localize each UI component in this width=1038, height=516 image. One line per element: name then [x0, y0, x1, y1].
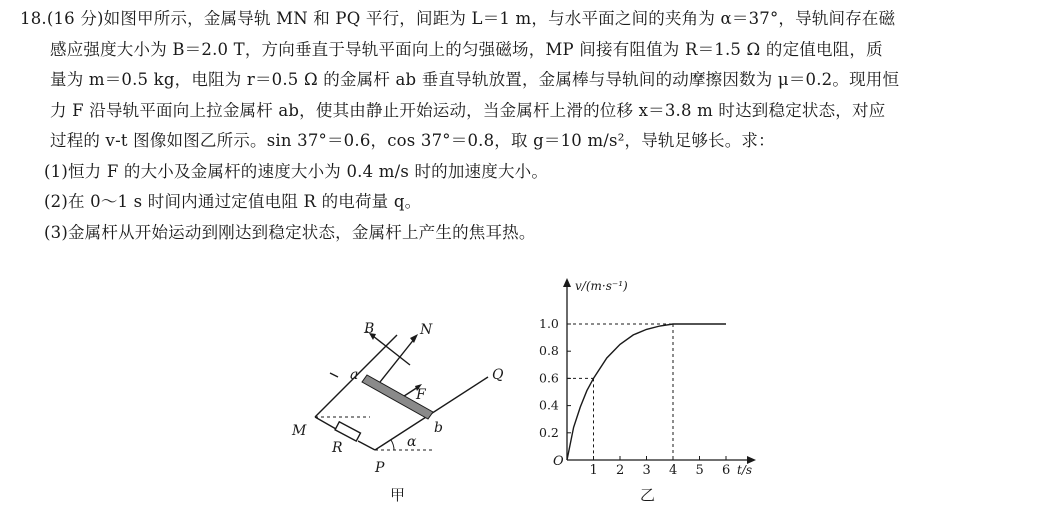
y-tick-label: 0.8 — [539, 343, 559, 359]
label-n: N — [420, 322, 433, 338]
problem-line-3: 量为 m＝0.5 kg，电阻为 r＝0.5 Ω 的金属杆 ab 垂直导轨放置，金属棒与导轨间的动摩擦因数为 μ＝0.2。现用恒 — [50, 70, 900, 89]
label-b: B — [364, 321, 375, 337]
rail-mp-bottom — [358, 441, 375, 450]
y-axis-arrow — [563, 278, 571, 287]
x-tick-label: 5 — [695, 463, 704, 478]
x-tick-label: 2 — [616, 463, 625, 478]
y-ticks — [539, 316, 571, 440]
label-m: M — [292, 423, 307, 439]
y-tick-label: 0.2 — [539, 424, 559, 440]
resistor — [335, 422, 360, 441]
figure-rails-diagram — [270, 300, 510, 512]
label-p: P — [375, 460, 385, 476]
label-q: Q — [492, 367, 504, 383]
label-alpha: α — [407, 434, 417, 450]
x-tick-label: 1 — [589, 463, 598, 478]
x-ticks — [590, 456, 731, 478]
question-1: (1)恒力 F 的大小及金属杆的速度大小为 0.4 m/s 时的加速度大小。 — [44, 161, 549, 181]
x-tick-label: 3 — [642, 463, 651, 478]
y-axis-label: v/(m·s⁻¹) — [575, 279, 628, 293]
label-f: F — [416, 387, 426, 403]
problem-line-5: 过程的 v-t 图像如图乙所示。sin 37°＝0.6，cos 37°＝0.8，取 g＝10 m/s²，导轨足够长。求： — [50, 131, 775, 150]
problem-line-1: 18.(16 分)如图甲所示，金属导轨 MN 和 PQ 平行，间距为 L＝1 m，与水平面之间的夹角为 α＝37°，导轨间存在磁 — [20, 9, 896, 28]
figure-a-caption: 甲 — [390, 486, 406, 504]
n-arrowhead — [410, 334, 418, 343]
rail-mp-top — [315, 417, 336, 429]
y-tick-label: 1.0 — [539, 316, 559, 331]
problem-line-4: 力 F 沿导轨平面向上拉金属杆 ab，使其由静止开始运动，当金属杆上滑的位移 x＝3.8 m 时达到稳定状态，对应 — [50, 100, 886, 120]
figure-b-caption: 乙 — [640, 486, 656, 504]
label-b-end: b — [434, 420, 443, 436]
n-vector — [380, 338, 415, 382]
x-tick-label: 4 — [669, 463, 678, 478]
y-tick-label: 0.6 — [539, 370, 559, 386]
question-3: (3)金属杆从开始运动到刚达到稳定状态，金属杆上产生的焦耳热。 — [44, 222, 536, 242]
origin-label: O — [553, 454, 564, 469]
figure-vt-chart — [532, 272, 782, 512]
vt-curve — [567, 324, 726, 460]
label-r: R — [332, 440, 343, 456]
ab-extension-left — [330, 373, 338, 377]
angle-arc — [391, 440, 394, 450]
problem-text — [20, 4, 1020, 248]
x-tick-label: 6 — [722, 463, 731, 478]
x-axis-label: t/s — [737, 463, 753, 477]
y-tick-label: 0.4 — [539, 397, 559, 413]
question-2: (2)在 0～1 s 时间内通过定值电阻 R 的电荷量 q。 — [44, 192, 422, 211]
label-a: a — [350, 367, 359, 383]
problem-line-2: 感应强度大小为 B＝2.0 T，方向垂直于导轨平面向上的匀强磁场，MP 间接有阻值为 R＝1.5 Ω 的定值电阻，质 — [50, 39, 883, 59]
